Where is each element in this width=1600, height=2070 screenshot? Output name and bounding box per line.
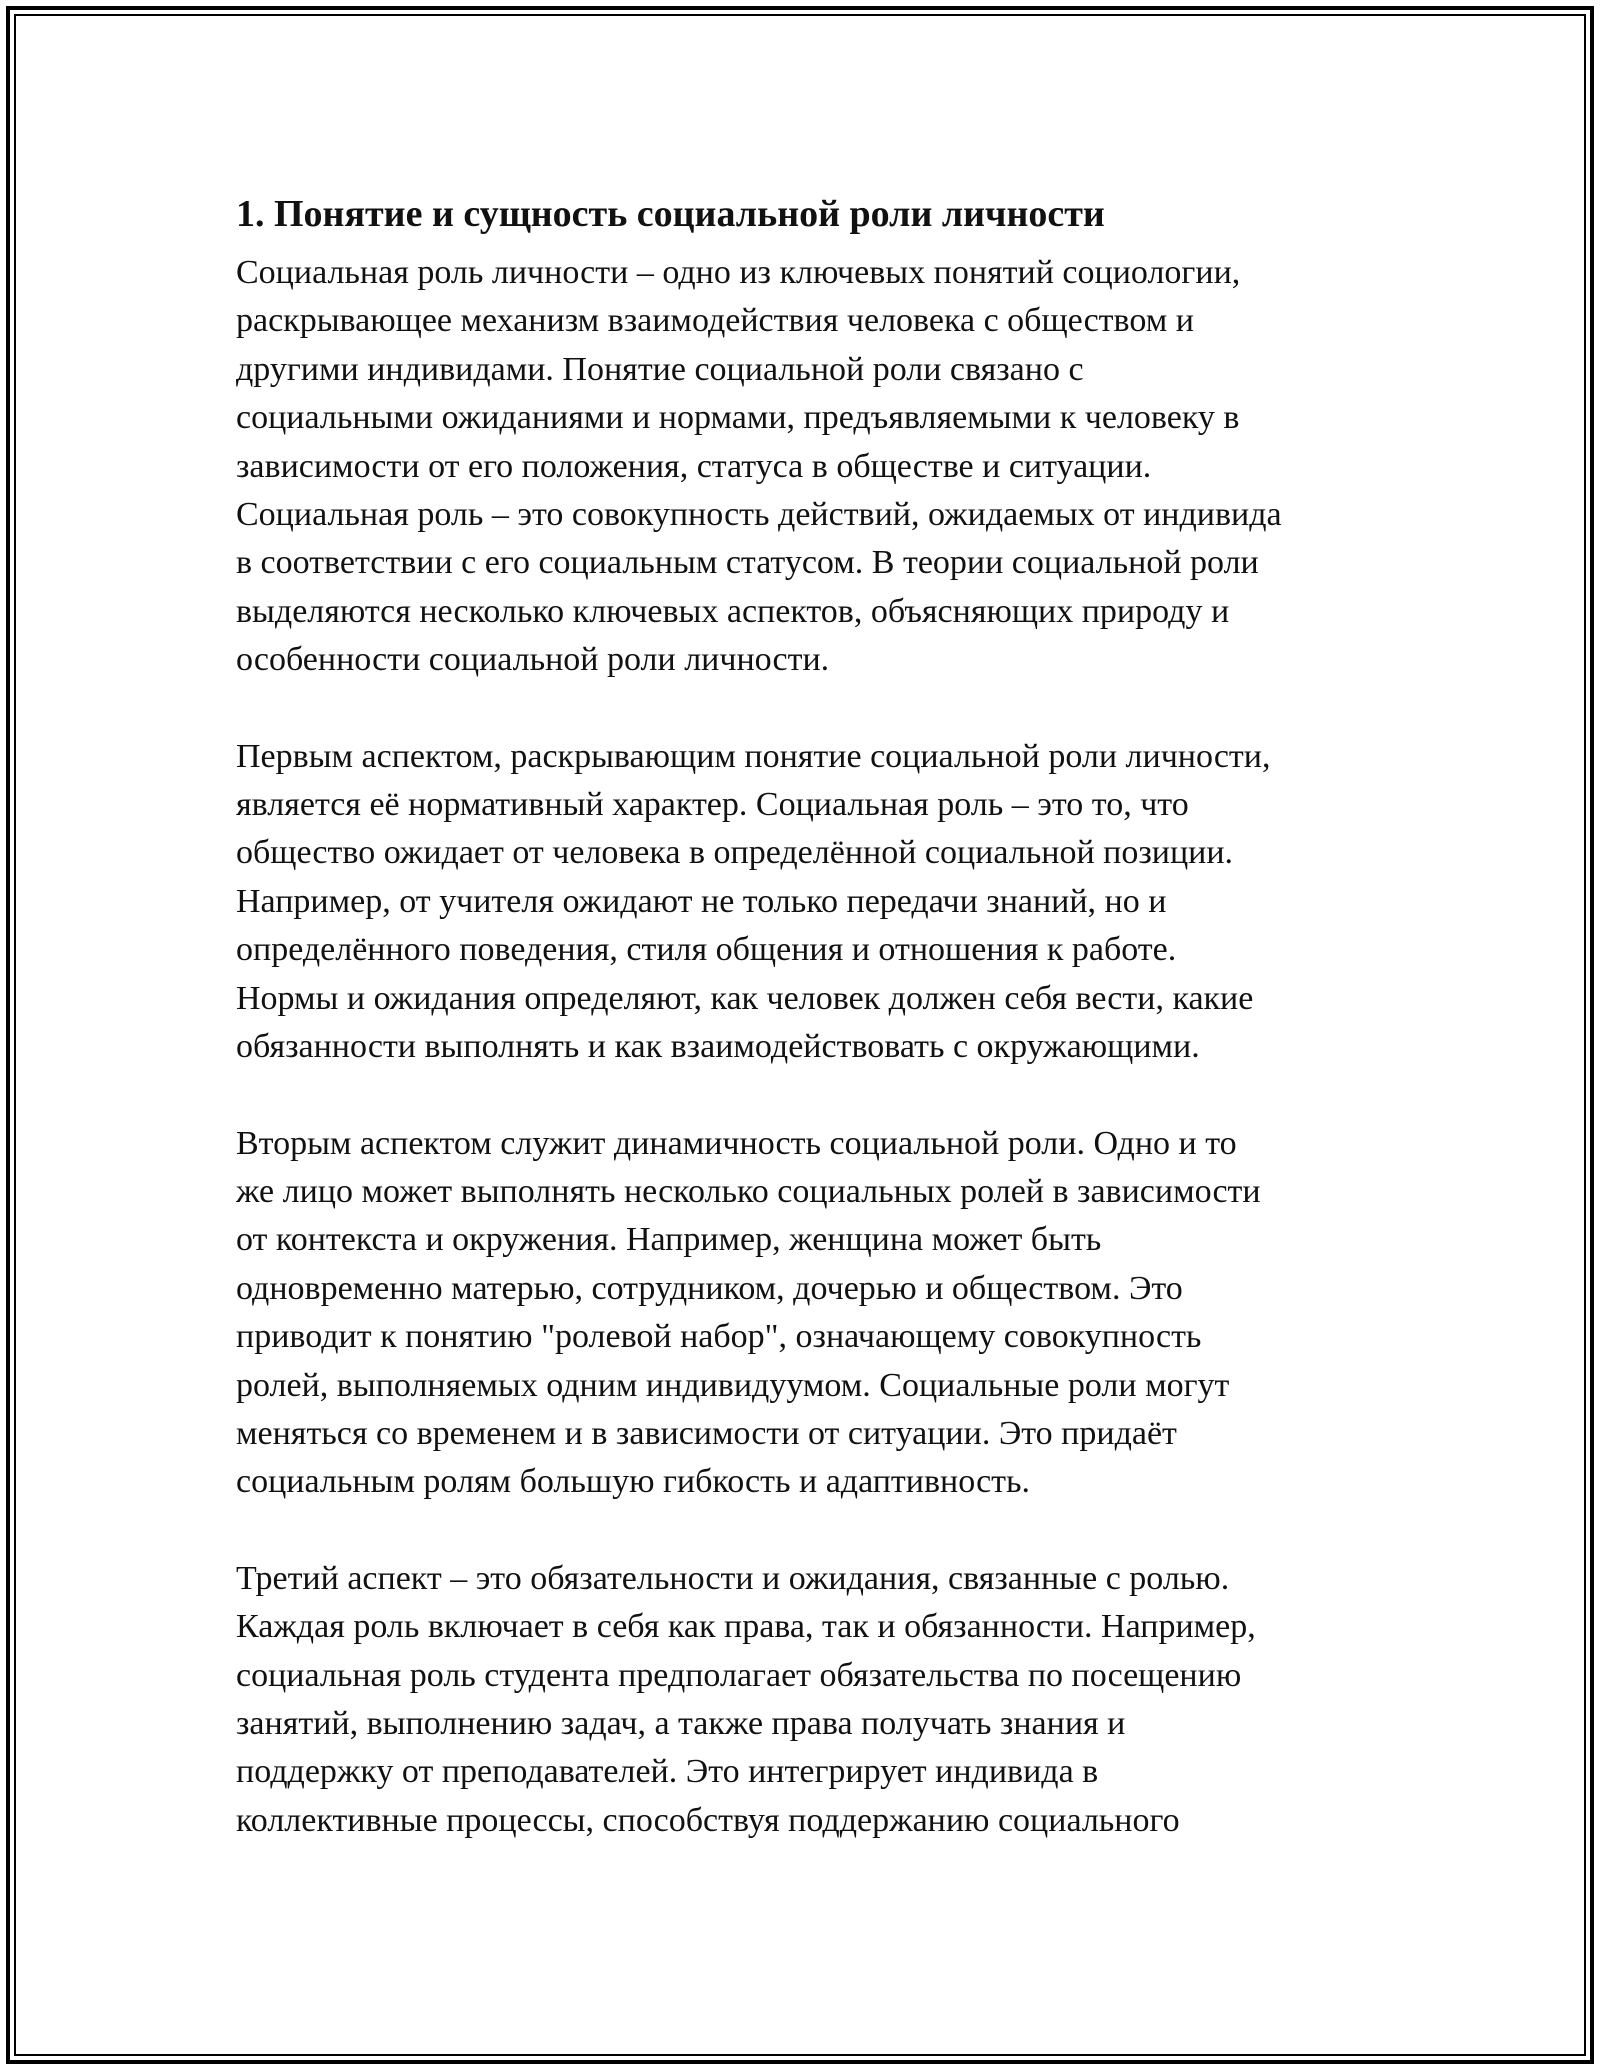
paragraph-line: одновременно матерью, сотрудником, дочерью и обществом. Это <box>236 1269 1183 1307</box>
paragraph-line: обязанности выполнять и как взаимодействовать с окружающими. <box>236 1028 1200 1066</box>
paragraph-line: коллективные процессы, способствуя поддержанию социального <box>236 1801 1180 1839</box>
paragraph-line: Первым аспектом, раскрывающим понятие социальной роли личности, <box>236 737 1271 775</box>
paragraph-line: меняться со временем и в зависимости от ситуации. Это придаёт <box>236 1414 1177 1452</box>
section-heading: 1. Понятие и сущность социальной роли личности <box>236 193 1105 235</box>
paragraph-line: общество ожидает от человека в определённой социальной позиции. <box>236 834 1234 872</box>
paragraph-line: является её нормативный характер. Социальная роль – это то, что <box>236 786 1189 824</box>
paragraph-line: же лицо может выполнять несколько социальных ролей в зависимости <box>236 1172 1261 1210</box>
paragraph-2 <box>236 733 1416 1072</box>
paragraph-1 <box>236 249 1416 685</box>
paragraph-line: Социальная роль – это совокупность действий, ожидаемых от индивида <box>236 496 1282 534</box>
paragraph-line: раскрывающее механизм взаимодействия человека с обществом и <box>236 302 1194 340</box>
paragraph-line: в соответствии с его социальным статусом. В теории социальной роли <box>236 544 1259 582</box>
paragraph-line: социальными ожиданиями и нормами, предъявляемыми к человеку в <box>236 399 1240 437</box>
document-body <box>236 183 1416 1845</box>
paragraph-line: Вторым аспектом служит динамичность социальной роли. Одно и то <box>236 1124 1237 1162</box>
paragraph-line: поддержку от преподавателей. Это интегрирует индивида в <box>236 1753 1099 1791</box>
paragraph-line: Например, от учителя ожидают не только передачи знаний, но и <box>236 882 1167 920</box>
paragraph-line: приводит к понятию "ролевой набор", означающему совокупность <box>236 1318 1202 1356</box>
paragraph-3 <box>236 1120 1416 1507</box>
paragraph-line: зависимости от его положения, статуса в обществе и ситуации. <box>236 447 1152 485</box>
paragraph-line: выделяются несколько ключевых аспектов, объясняющих природу и <box>236 592 1230 630</box>
paragraph-line: Третий аспект – это обязательности и ожидания, связанные с ролью. <box>236 1559 1230 1597</box>
paragraph-line: Нормы и ожидания определяют, как человек должен себя вести, какие <box>236 979 1254 1017</box>
paragraph-line: занятий, выполнению задач, а также права получать знания и <box>236 1704 1126 1742</box>
paragraph-line: Каждая роль включает в себя как права, так и обязанности. Например, <box>236 1608 1256 1646</box>
paragraph-4 <box>236 1555 1416 1845</box>
paragraph-line: ролей, выполняемых одним индивидуумом. Социальные роли могут <box>236 1366 1230 1404</box>
paragraph-line: другими индивидами. Понятие социальной роли связано с <box>236 350 1084 388</box>
paragraph-line: Социальная роль личности – одно из ключевых понятий социологии, <box>236 254 1241 291</box>
paragraph-line: социальным ролям большую гибкость и адаптивность. <box>236 1463 1031 1501</box>
paragraph-line: определённого поведения, стиля общения и отношения к работе. <box>236 931 1177 969</box>
paragraph-line: особенности социальной роли личности. <box>236 641 830 679</box>
paragraph-line: от контекста и окружения. Например, женщина может быть <box>236 1221 1102 1259</box>
paragraph-line: социальная роль студента предполагает обязательства по посещению <box>236 1656 1242 1694</box>
